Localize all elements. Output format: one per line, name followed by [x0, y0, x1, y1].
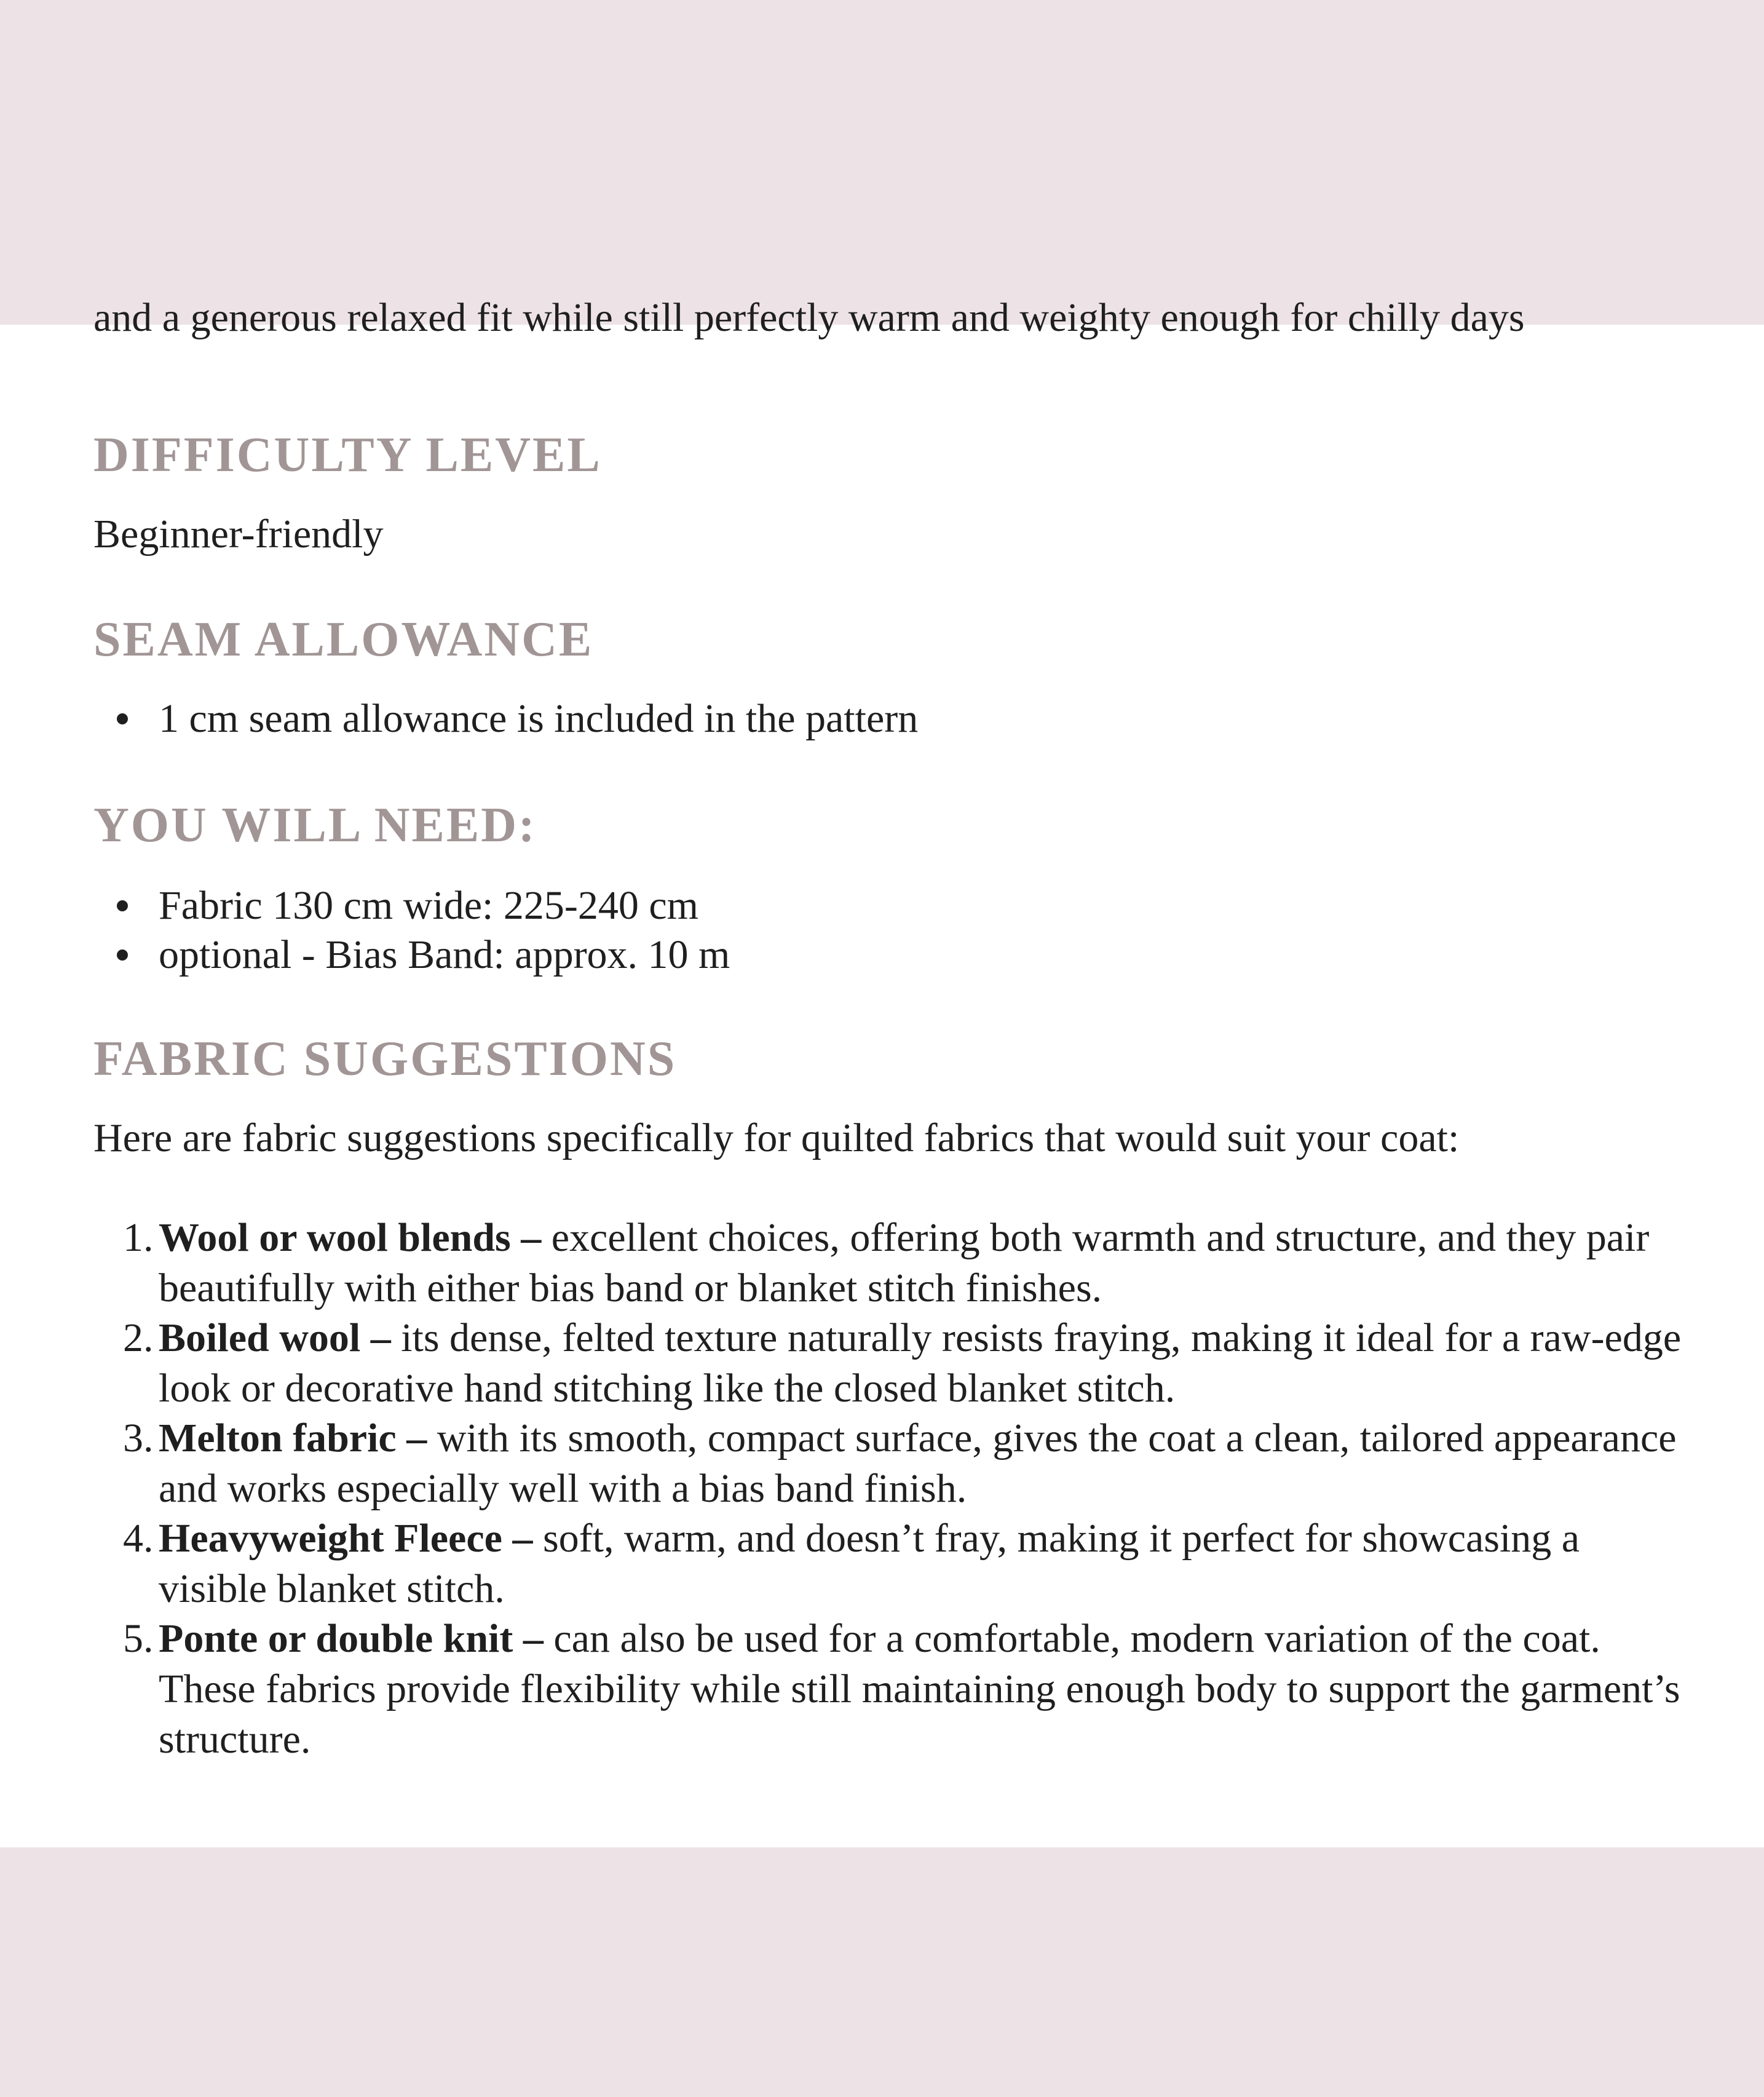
- list-number: 4.: [123, 1516, 154, 1561]
- fabric-item-desc: with its smooth, compact surface, gives the coat a clean, tailored appearance: [427, 1416, 1677, 1461]
- fabric-item-desc: its dense, felted texture naturally resists fraying, making it ideal for a raw-edge: [390, 1315, 1682, 1360]
- fabric-item-desc-cont: and works especially well with a bias band finish.: [159, 1466, 967, 1511]
- list-number: 1.: [123, 1215, 154, 1260]
- fabric-item-desc: can also be used for a comfortable, modern variation of the coat.: [543, 1616, 1600, 1661]
- fabric-item-desc-cont: beautifully with either bias band or blanket stitch finishes.: [159, 1266, 1102, 1310]
- fabric-item-desc-cont: These fabrics provide flexibility while still maintaining enough body to support the garment’s: [159, 1667, 1680, 1711]
- fabric-item-title: Wool or wool blends –: [159, 1215, 542, 1260]
- fabric-item-title: Heavyweight Fleece –: [159, 1516, 533, 1561]
- document-page[interactable]: [0, 295, 1764, 1847]
- bullet-icon: [117, 900, 128, 911]
- list-number: 5.: [123, 1616, 154, 1661]
- difficulty-text: Beginner-friendly: [93, 512, 384, 557]
- fabric-item-title: Ponte or double knit –: [159, 1616, 544, 1661]
- need-bullet-text: optional - Bias Band: approx. 10 m: [159, 932, 730, 977]
- list-number: 3.: [123, 1416, 154, 1461]
- fabric-item-title: Boiled wool –: [159, 1315, 391, 1360]
- top-margin-band: [0, 0, 1764, 325]
- seam-bullet-text: 1 cm seam allowance is included in the pattern: [159, 696, 919, 741]
- seam-allowance-heading: SEAM ALLOWANCE: [93, 612, 594, 667]
- bullet-icon: [117, 713, 128, 724]
- fabric-item-desc: excellent choices, offering both warmth and structure, and they pair: [541, 1215, 1650, 1260]
- difficulty-heading: DIFFICULTY LEVEL: [93, 428, 602, 482]
- fabric-intro-text: Here are fabric suggestions specifically for quilted fabrics that would suit your coat:: [93, 1116, 1460, 1160]
- bullet-icon: [117, 949, 128, 961]
- bottom-margin-band: [0, 1847, 1764, 2097]
- cut-off-text-line: and a generous relaxed fit while still perfectly warm and weighty enough for chilly days: [93, 295, 1525, 340]
- need-bullet-text: Fabric 130 cm wide: 225-240 cm: [159, 883, 698, 928]
- fabric-item-desc-cont: visible blanket stitch.: [159, 1566, 505, 1611]
- list-number: 2.: [123, 1315, 154, 1360]
- fabric-item-desc-cont: look or decorative hand stitching like the closed blanket stitch.: [159, 1366, 1176, 1411]
- fabric-suggestions-heading: FABRIC SUGGESTIONS: [93, 1032, 677, 1086]
- fabric-item-desc-cont: structure.: [159, 1717, 311, 1762]
- fabric-item-desc: soft, warm, and doesn’t fray, making it perfect for showcasing a: [532, 1516, 1580, 1561]
- fabric-item-title: Melton fabric –: [159, 1416, 427, 1461]
- you-will-need-heading: YOU WILL NEED:: [93, 798, 537, 852]
